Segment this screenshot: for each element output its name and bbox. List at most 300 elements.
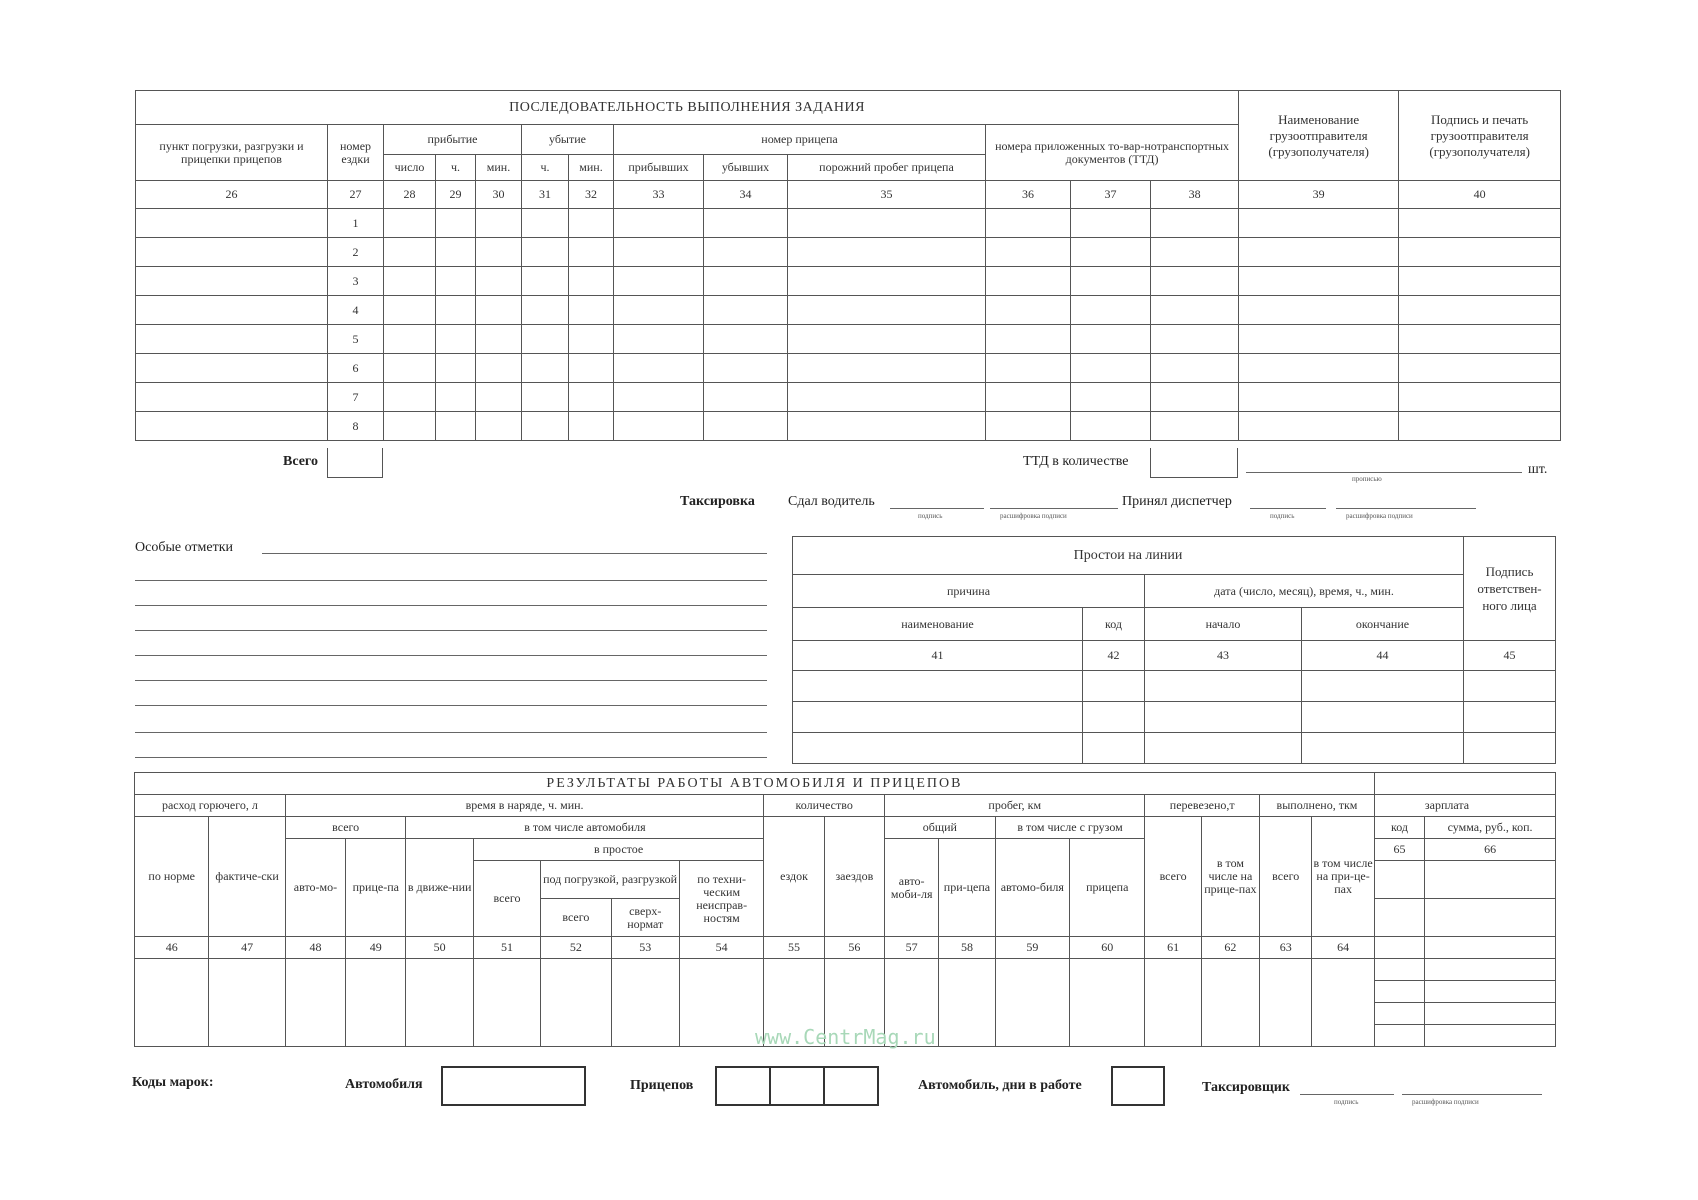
carried-header: перевезено,т bbox=[1145, 795, 1260, 817]
trip-cell[interactable] bbox=[1399, 267, 1561, 296]
trip-cell[interactable] bbox=[569, 412, 614, 441]
results-column-numbers-row bbox=[135, 937, 1556, 959]
trip-cell[interactable] bbox=[522, 383, 569, 412]
notes-line-2[interactable] bbox=[135, 580, 767, 581]
notes-line-6[interactable] bbox=[135, 680, 767, 681]
salary-cell[interactable] bbox=[1374, 1025, 1424, 1047]
downtime-column-number-41: 41 bbox=[793, 641, 1083, 671]
ttd-in-words-caption: прописью bbox=[1352, 475, 1382, 483]
trip-cell[interactable] bbox=[136, 325, 328, 354]
trip-cell[interactable] bbox=[1239, 383, 1399, 412]
results-column-number-49: 49 bbox=[346, 937, 406, 959]
trip-cell[interactable] bbox=[614, 238, 704, 267]
car-code-label: Автомобиля bbox=[345, 1077, 423, 1092]
trip-cell[interactable] bbox=[788, 383, 986, 412]
top-trip-rows bbox=[136, 209, 1561, 441]
salary-cell[interactable] bbox=[1374, 1003, 1424, 1025]
trip-number: 2 bbox=[328, 238, 384, 267]
trip-cell[interactable] bbox=[476, 296, 522, 325]
results-table bbox=[134, 772, 1556, 1047]
over-norm-header: сверх-нормат bbox=[611, 899, 679, 937]
salary-cell-2b[interactable] bbox=[1425, 899, 1556, 937]
trip-cell[interactable] bbox=[1071, 412, 1151, 441]
salary-cell[interactable] bbox=[1374, 981, 1424, 1003]
loading-point-header: пункт погрузки, разгрузки и прицепки прицепов bbox=[136, 125, 328, 181]
downtime-cell[interactable] bbox=[1083, 702, 1145, 733]
column-number-28: 28 bbox=[384, 181, 436, 209]
trip-cell[interactable] bbox=[788, 238, 986, 267]
taxer-signature-line[interactable] bbox=[1300, 1094, 1394, 1095]
trip-number: 1 bbox=[328, 209, 384, 238]
trip-row bbox=[136, 267, 1561, 296]
trip-cell[interactable] bbox=[704, 383, 788, 412]
mileage-general-header: общий bbox=[885, 817, 996, 839]
trip-cell[interactable] bbox=[476, 209, 522, 238]
trip-row bbox=[136, 209, 1561, 238]
departure-min-header: мин. bbox=[569, 155, 614, 181]
trip-cell[interactable] bbox=[1239, 354, 1399, 383]
results-cell[interactable] bbox=[611, 959, 679, 1047]
results-column-number-59: 59 bbox=[995, 937, 1069, 959]
special-notes-label: Особые отметки bbox=[135, 540, 233, 555]
trip-cell[interactable] bbox=[704, 209, 788, 238]
trip-cell[interactable] bbox=[1239, 412, 1399, 441]
mileage-auto-header: авто-моби-ля bbox=[885, 839, 939, 937]
results-column-number-60: 60 bbox=[1070, 937, 1145, 959]
notes-line-4[interactable] bbox=[135, 630, 767, 631]
trip-cell[interactable] bbox=[384, 238, 436, 267]
downtime-rows bbox=[793, 671, 1556, 764]
salary-col-66: 66 bbox=[1425, 839, 1556, 861]
trip-cell[interactable] bbox=[788, 209, 986, 238]
dispatcher-signature-line[interactable] bbox=[1250, 508, 1326, 509]
trip-cell[interactable] bbox=[986, 354, 1071, 383]
trip-row bbox=[136, 412, 1561, 441]
trip-cell[interactable] bbox=[136, 383, 328, 412]
downtime-table bbox=[792, 536, 1556, 764]
downtime-cell[interactable] bbox=[1145, 733, 1302, 764]
notes-line-9[interactable] bbox=[135, 757, 767, 758]
trip-cell[interactable] bbox=[136, 209, 328, 238]
car-days-box[interactable] bbox=[1111, 1066, 1165, 1106]
trip-cell[interactable] bbox=[436, 238, 476, 267]
start-header: начало bbox=[1145, 608, 1302, 641]
time-in-order-header: время в наряде, ч. мин. bbox=[285, 795, 764, 817]
trip-cell[interactable] bbox=[614, 296, 704, 325]
brand-codes-label: Коды марок: bbox=[132, 1075, 214, 1090]
trip-cell[interactable] bbox=[1071, 383, 1151, 412]
driver-signature-line[interactable] bbox=[890, 508, 984, 509]
results-cell[interactable] bbox=[995, 959, 1069, 1047]
trip-cell[interactable] bbox=[136, 296, 328, 325]
results-column-number-55: 55 bbox=[764, 937, 824, 959]
driver-decoding-line[interactable] bbox=[990, 508, 1118, 509]
trip-cell[interactable] bbox=[788, 412, 986, 441]
trip-cell[interactable] bbox=[436, 267, 476, 296]
trailer-code-box-3[interactable] bbox=[823, 1066, 879, 1106]
trip-cell[interactable] bbox=[614, 209, 704, 238]
downtime-row bbox=[793, 702, 1556, 733]
trip-cell[interactable] bbox=[136, 412, 328, 441]
trip-number: 7 bbox=[328, 383, 384, 412]
trip-cell[interactable] bbox=[1151, 412, 1239, 441]
trip-cell[interactable] bbox=[1239, 209, 1399, 238]
trip-cell[interactable] bbox=[1399, 209, 1561, 238]
by-norm-header: по норме bbox=[135, 817, 209, 937]
reason-code-header: код bbox=[1083, 608, 1145, 641]
results-column-number-48: 48 bbox=[285, 937, 345, 959]
trip-cell[interactable] bbox=[1071, 238, 1151, 267]
task-sequence-table bbox=[135, 90, 1561, 441]
trip-cell[interactable] bbox=[569, 238, 614, 267]
visits-count-header: заездов bbox=[824, 817, 884, 937]
results-cell[interactable] bbox=[406, 959, 473, 1047]
trip-cell[interactable] bbox=[986, 209, 1071, 238]
salary-cell[interactable] bbox=[1425, 959, 1556, 981]
notes-line-5[interactable] bbox=[135, 655, 767, 656]
fuel-header: расход горючего, л bbox=[135, 795, 286, 817]
mileage-trailer-header: при-цепа bbox=[939, 839, 995, 937]
salary-code-header: код bbox=[1374, 817, 1424, 839]
trip-cell[interactable] bbox=[986, 296, 1071, 325]
trip-cell[interactable] bbox=[569, 296, 614, 325]
column-number-27: 27 bbox=[328, 181, 384, 209]
results-cell[interactable] bbox=[1145, 959, 1201, 1047]
salary-cell[interactable] bbox=[1425, 981, 1556, 1003]
taxing-label: Таксировка bbox=[680, 494, 755, 509]
trip-cell[interactable] bbox=[476, 267, 522, 296]
column-number-31: 31 bbox=[522, 181, 569, 209]
trip-cell[interactable] bbox=[522, 238, 569, 267]
trip-cell[interactable] bbox=[788, 354, 986, 383]
trip-row bbox=[136, 383, 1561, 412]
salary-col-65: 65 bbox=[1374, 839, 1424, 861]
tech-faults-header: по техни-ческим неисправ-ностям bbox=[679, 861, 763, 937]
downtime-cell[interactable] bbox=[1145, 702, 1302, 733]
downtime-column-number-43: 43 bbox=[1145, 641, 1302, 671]
salary-cell[interactable] bbox=[1425, 1025, 1556, 1047]
downtime-column-number-44: 44 bbox=[1302, 641, 1464, 671]
downtime-cell[interactable] bbox=[1083, 671, 1145, 702]
column-number-40: 40 bbox=[1399, 181, 1561, 209]
trip-cell[interactable] bbox=[1071, 296, 1151, 325]
reason-header: причина bbox=[793, 575, 1145, 608]
results-column-number-62: 62 bbox=[1201, 937, 1259, 959]
trip-cell[interactable] bbox=[436, 354, 476, 383]
results-column-number-58: 58 bbox=[939, 937, 995, 959]
downtime-cell[interactable] bbox=[1302, 671, 1464, 702]
taxer-decoding-caption: расшифровка подписи bbox=[1412, 1098, 1479, 1106]
trip-cell[interactable] bbox=[436, 325, 476, 354]
trip-cell[interactable] bbox=[986, 238, 1071, 267]
trip-cell[interactable] bbox=[522, 325, 569, 354]
taxer-decoding-line[interactable] bbox=[1402, 1094, 1542, 1095]
trip-cell[interactable] bbox=[1071, 209, 1151, 238]
results-cell[interactable] bbox=[346, 959, 406, 1047]
results-cell[interactable] bbox=[1260, 959, 1312, 1047]
trip-cell[interactable] bbox=[1151, 296, 1239, 325]
results-cell[interactable] bbox=[135, 959, 209, 1047]
trip-cell[interactable] bbox=[522, 354, 569, 383]
responsible-sign-header: Подпись ответствен-ного лица bbox=[1464, 537, 1556, 641]
trip-cell[interactable] bbox=[1239, 296, 1399, 325]
results-cell[interactable] bbox=[473, 959, 540, 1047]
trip-cell[interactable] bbox=[1151, 325, 1239, 354]
trip-cell[interactable] bbox=[569, 209, 614, 238]
salary-cell[interactable] bbox=[1425, 937, 1556, 959]
arrival-min-header: мин. bbox=[476, 155, 522, 181]
trip-cell[interactable] bbox=[788, 267, 986, 296]
driver-handed-label: Сдал водитель bbox=[788, 494, 875, 509]
results-cell[interactable] bbox=[679, 959, 763, 1047]
trip-cell[interactable] bbox=[1399, 383, 1561, 412]
downtime-cell[interactable] bbox=[793, 671, 1083, 702]
trip-cell[interactable] bbox=[136, 267, 328, 296]
arrival-header: прибытие bbox=[384, 125, 522, 155]
taxer-signature-caption: подпись bbox=[1334, 1098, 1359, 1106]
trips-count-header: ездок bbox=[764, 817, 824, 937]
dispatcher-decoding-line[interactable] bbox=[1336, 508, 1476, 509]
downtime-column-number-42: 42 bbox=[1083, 641, 1145, 671]
downtime-cell[interactable] bbox=[1464, 702, 1556, 733]
trailers-leaving-header: убывших bbox=[704, 155, 788, 181]
dispatcher-decoding-caption: расшифровка подписи bbox=[1346, 512, 1413, 520]
trip-cell[interactable] bbox=[384, 412, 436, 441]
salary-cell-2a[interactable] bbox=[1374, 899, 1424, 937]
car-code-box[interactable] bbox=[441, 1066, 586, 1106]
salary-cell-1a[interactable] bbox=[1374, 861, 1424, 899]
total-trips-box[interactable] bbox=[327, 448, 383, 478]
loading-header: под погрузкой, разгрузкой bbox=[541, 861, 680, 899]
results-cell[interactable] bbox=[285, 959, 345, 1047]
salary-sum-header: сумма, руб., коп. bbox=[1425, 817, 1556, 839]
salary-cell[interactable] bbox=[1425, 1003, 1556, 1025]
trailer-code-box-2[interactable] bbox=[769, 1066, 825, 1106]
trailer-code-box-1[interactable] bbox=[715, 1066, 771, 1106]
trip-cell[interactable] bbox=[436, 412, 476, 441]
trip-cell[interactable] bbox=[384, 267, 436, 296]
salary-cell-1b[interactable] bbox=[1425, 861, 1556, 899]
top-column-numbers-row bbox=[136, 181, 1561, 209]
trip-cell[interactable] bbox=[436, 296, 476, 325]
notes-line-3[interactable] bbox=[135, 605, 767, 606]
trip-cell[interactable] bbox=[384, 209, 436, 238]
car-days-label: Автомобиль, дни в работе bbox=[918, 1078, 1082, 1093]
mileage-header: пробег, км bbox=[885, 795, 1145, 817]
column-number-39: 39 bbox=[1239, 181, 1399, 209]
trip-cell[interactable] bbox=[614, 383, 704, 412]
in-motion-header: в движе-нии bbox=[406, 839, 473, 937]
trip-cell[interactable] bbox=[476, 412, 522, 441]
column-number-37: 37 bbox=[1071, 181, 1151, 209]
trip-cell[interactable] bbox=[384, 296, 436, 325]
ttd-in-words-line[interactable] bbox=[1246, 472, 1522, 473]
results-cell[interactable] bbox=[1201, 959, 1259, 1047]
trip-cell[interactable] bbox=[1071, 354, 1151, 383]
trailers-code-label: Прицепов bbox=[630, 1078, 694, 1093]
trip-number-header: номер ездки bbox=[328, 125, 384, 181]
notes-line-1[interactable] bbox=[262, 553, 767, 554]
results-cell[interactable] bbox=[939, 959, 995, 1047]
trip-cell[interactable] bbox=[986, 383, 1071, 412]
actual-header: фактиче-ски bbox=[209, 817, 285, 937]
downtime-cell[interactable] bbox=[1302, 702, 1464, 733]
column-number-33: 33 bbox=[614, 181, 704, 209]
trip-cell[interactable] bbox=[384, 383, 436, 412]
results-column-number-51: 51 bbox=[473, 937, 540, 959]
trip-cell[interactable] bbox=[384, 354, 436, 383]
trip-cell[interactable] bbox=[1151, 267, 1239, 296]
trip-cell[interactable] bbox=[476, 325, 522, 354]
trip-cell[interactable] bbox=[1399, 296, 1561, 325]
watermark: www.CentrMag.ru bbox=[755, 1025, 936, 1049]
trip-cell[interactable] bbox=[1151, 209, 1239, 238]
carried-total-header: всего bbox=[1145, 817, 1201, 937]
end-header: окончание bbox=[1302, 608, 1464, 641]
trip-cell[interactable] bbox=[476, 238, 522, 267]
trip-cell[interactable] bbox=[704, 267, 788, 296]
mileage-cargo-header: в том числе с грузом bbox=[995, 817, 1145, 839]
departure-hour-header: ч. bbox=[522, 155, 569, 181]
trip-cell[interactable] bbox=[1399, 325, 1561, 354]
ttd-count-box[interactable] bbox=[1150, 448, 1238, 478]
trip-cell[interactable] bbox=[569, 354, 614, 383]
results-cell[interactable] bbox=[541, 959, 611, 1047]
trip-row bbox=[136, 296, 1561, 325]
trip-cell[interactable] bbox=[704, 325, 788, 354]
downtime-cell[interactable] bbox=[793, 733, 1083, 764]
column-number-26: 26 bbox=[136, 181, 328, 209]
results-column-number-52: 52 bbox=[541, 937, 611, 959]
column-number-32: 32 bbox=[569, 181, 614, 209]
trip-row bbox=[136, 354, 1561, 383]
salary-cell[interactable] bbox=[1374, 937, 1424, 959]
trip-cell[interactable] bbox=[788, 325, 986, 354]
trip-cell[interactable] bbox=[1399, 238, 1561, 267]
notes-line-7[interactable] bbox=[135, 705, 767, 706]
trip-cell[interactable] bbox=[986, 325, 1071, 354]
reason-name-header: наименование bbox=[793, 608, 1083, 641]
results-column-number-50: 50 bbox=[406, 937, 473, 959]
trip-cell[interactable] bbox=[522, 267, 569, 296]
results-column-number-64: 64 bbox=[1312, 937, 1375, 959]
column-number-36: 36 bbox=[986, 181, 1071, 209]
trip-cell[interactable] bbox=[569, 325, 614, 354]
idle-header: в простое bbox=[473, 839, 764, 861]
trailer-number-header: номер прицепа bbox=[614, 125, 986, 155]
notes-line-8[interactable] bbox=[135, 732, 767, 733]
shipper-sign-header: Подпись и печать грузоотправителя (грузополучателя) bbox=[1399, 91, 1561, 181]
dispatcher-signature-caption: подпись bbox=[1270, 512, 1295, 520]
trip-cell[interactable] bbox=[986, 412, 1071, 441]
ttd-count-label: ТТД в количестве bbox=[1023, 454, 1129, 469]
shipper-name-header: Наименование грузоотправителя (грузополучателя) bbox=[1239, 91, 1399, 181]
trip-cell[interactable] bbox=[1239, 238, 1399, 267]
trip-cell[interactable] bbox=[1071, 325, 1151, 354]
trip-cell[interactable] bbox=[1071, 267, 1151, 296]
column-number-38: 38 bbox=[1151, 181, 1239, 209]
downtime-cell[interactable] bbox=[1083, 733, 1145, 764]
results-cell[interactable] bbox=[1312, 959, 1375, 1047]
trip-cell[interactable] bbox=[569, 383, 614, 412]
results-cell[interactable] bbox=[209, 959, 285, 1047]
trip-cell[interactable] bbox=[614, 325, 704, 354]
trip-cell[interactable] bbox=[986, 267, 1071, 296]
column-number-34: 34 bbox=[704, 181, 788, 209]
results-column-number-47: 47 bbox=[209, 937, 285, 959]
results-column-number-56: 56 bbox=[824, 937, 884, 959]
trip-number: 6 bbox=[328, 354, 384, 383]
trip-cell[interactable] bbox=[614, 354, 704, 383]
driver-signature-caption: подпись bbox=[918, 512, 943, 520]
trip-cell[interactable] bbox=[522, 209, 569, 238]
trip-cell[interactable] bbox=[614, 267, 704, 296]
trip-cell[interactable] bbox=[704, 238, 788, 267]
trip-cell[interactable] bbox=[1151, 238, 1239, 267]
trip-cell[interactable] bbox=[1151, 383, 1239, 412]
quantity-header: количество bbox=[764, 795, 885, 817]
trip-cell[interactable] bbox=[704, 354, 788, 383]
trip-cell[interactable] bbox=[436, 383, 476, 412]
cargo-trailer-header: прицепа bbox=[1070, 839, 1145, 937]
trip-cell[interactable] bbox=[704, 412, 788, 441]
downtime-cell[interactable] bbox=[1464, 733, 1556, 764]
total-label: Всего bbox=[283, 454, 318, 469]
trip-cell[interactable] bbox=[476, 354, 522, 383]
salary-cell[interactable] bbox=[1374, 959, 1424, 981]
pcs-label: шт. bbox=[1528, 462, 1548, 477]
downtime-cell[interactable] bbox=[1302, 733, 1464, 764]
downtime-column-numbers-row bbox=[793, 641, 1556, 671]
time-auto-header: авто-мо- bbox=[285, 839, 345, 937]
trip-cell[interactable] bbox=[476, 383, 522, 412]
trip-cell[interactable] bbox=[1151, 354, 1239, 383]
trip-cell[interactable] bbox=[614, 412, 704, 441]
trip-cell[interactable] bbox=[704, 296, 788, 325]
trip-cell[interactable] bbox=[136, 238, 328, 267]
trip-cell[interactable] bbox=[384, 325, 436, 354]
trip-cell[interactable] bbox=[522, 296, 569, 325]
trailers-arriving-header: прибывших bbox=[614, 155, 704, 181]
column-number-30: 30 bbox=[476, 181, 522, 209]
downtime-cell[interactable] bbox=[1145, 671, 1302, 702]
time-total-header: всего bbox=[285, 817, 406, 839]
trip-number: 8 bbox=[328, 412, 384, 441]
taxer-label: Таксировщик bbox=[1202, 1080, 1290, 1095]
trip-cell[interactable] bbox=[569, 267, 614, 296]
trip-cell[interactable] bbox=[522, 412, 569, 441]
results-column-number-57: 57 bbox=[885, 937, 939, 959]
trip-cell[interactable] bbox=[136, 354, 328, 383]
trip-cell[interactable] bbox=[1239, 267, 1399, 296]
results-column-number-53: 53 bbox=[611, 937, 679, 959]
results-column-number-63: 63 bbox=[1260, 937, 1312, 959]
trip-cell[interactable] bbox=[1399, 412, 1561, 441]
departure-header: убытие bbox=[522, 125, 614, 155]
tkm-total-header: всего bbox=[1260, 817, 1312, 937]
trip-row bbox=[136, 238, 1561, 267]
carried-trailers-header: в том числе на прице-пах bbox=[1201, 817, 1259, 937]
trip-number: 5 bbox=[328, 325, 384, 354]
downtime-cell[interactable] bbox=[1464, 671, 1556, 702]
trip-cell[interactable] bbox=[1239, 325, 1399, 354]
trip-cell[interactable] bbox=[436, 209, 476, 238]
downtime-cell[interactable] bbox=[793, 702, 1083, 733]
results-cell[interactable] bbox=[1070, 959, 1145, 1047]
trip-cell[interactable] bbox=[788, 296, 986, 325]
results-column-number-61: 61 bbox=[1145, 937, 1201, 959]
trip-cell[interactable] bbox=[1399, 354, 1561, 383]
